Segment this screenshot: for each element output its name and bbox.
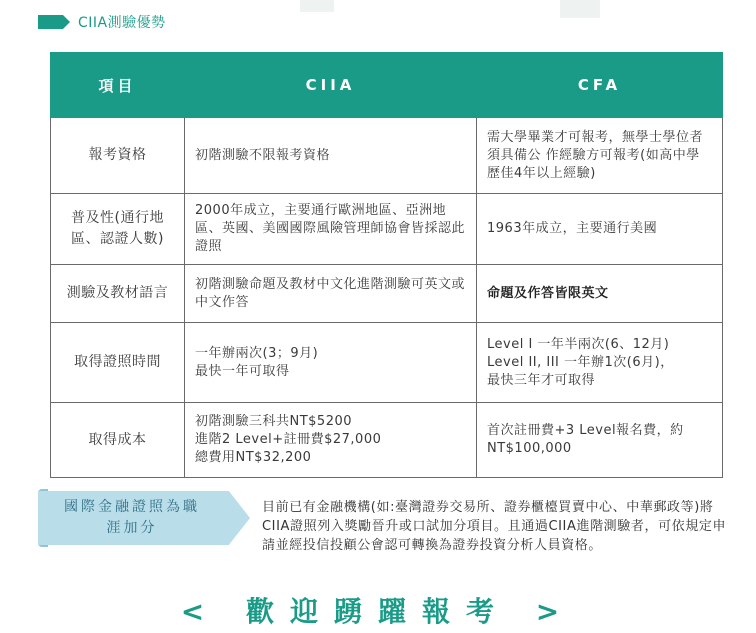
cfa-cell: 1963年成立，主要通行美國: [477, 194, 723, 265]
ciia-cell: 2000年成立，主要通行歐洲地區、亞洲地區、英國、美國國際風險管理師協會皆採認此證照: [185, 194, 477, 265]
column-header-cfa: CFA: [477, 53, 723, 118]
ciia-cell: 初階測驗三科共NT$5200 進階2 Level+註冊費$27,000 總費用NT$32,200: [185, 403, 477, 478]
row-item-label: 取得證照時間: [51, 323, 185, 403]
row-item-label: 報考資格: [51, 118, 185, 194]
column-header-item: 項目: [51, 53, 185, 118]
column-header-ciia: CIIA: [185, 53, 477, 118]
ciia-cell: 初階測驗命題及教材中文化進階測驗可英文或中文作答: [185, 265, 477, 323]
table-row: [51, 323, 723, 403]
row-item-label: 普及性(通行地區、認證人數): [51, 194, 185, 265]
comparison-table: [50, 52, 723, 478]
cfa-cell: 需大學畢業才可報考，無學士學位者須具備公 作經驗方可報考(如高中學歷佳4年以上經驗): [477, 118, 723, 194]
table-row: [51, 118, 723, 194]
table-row: [51, 265, 723, 323]
cfa-cell: 命題及作答皆限英文: [477, 265, 723, 323]
table-row: [51, 403, 723, 478]
arrow-icon: [38, 15, 70, 29]
ribbon-label: 國際金融證照為職涯加分: [64, 499, 200, 536]
ciia-cell: 初階測驗不限報考資格: [185, 118, 477, 194]
background-decoration: [300, 0, 334, 12]
section-title: CIIA測驗優勢: [78, 15, 166, 31]
row-item-label: 取得成本: [51, 403, 185, 478]
welcome-banner: < 歡迎踴躍報考 >: [180, 595, 576, 628]
table-header-row: [51, 53, 723, 118]
cfa-cell: Level I 一年半兩次(6、12月) Level II, III 一年辦1次(6月)， 最快三年才可取得: [477, 323, 723, 403]
row-item-label: 測驗及教材語言: [51, 265, 185, 323]
background-decoration: [560, 0, 600, 18]
info-note: 目前已有金融機構(如:臺灣證券交易所、證券櫃檯買賣中心、中華郵政等)將CIIA證照列入獎勵晉升或口試加分項目。且通過CIIA進階測驗者，可依規定申請並經投信投顧公會認可轉換為證券投資分析人員資格。: [262, 500, 727, 553]
ciia-cell: 一年辦兩次(3；9月) 最快一年可取得: [185, 323, 477, 403]
section-header: [38, 10, 166, 34]
table-row: [51, 194, 723, 265]
cfa-cell: 首次註冊費+3 Level報名費，約NT$100,000: [477, 403, 723, 478]
